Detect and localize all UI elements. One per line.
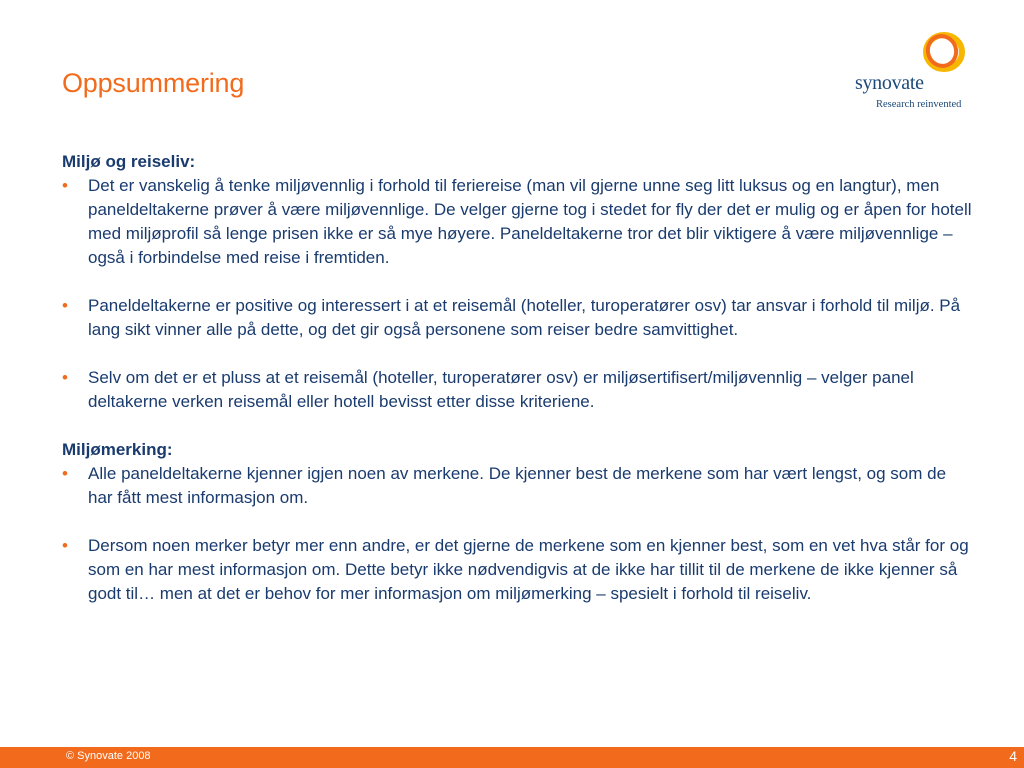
bullet-icon: • [62,536,68,555]
bullet-text: Alle paneldeltakerne kjenner igjen noen av merkene. De kjenner best de merkene som har vært lengst, og som de har fått mest informasjon om. [88,464,947,507]
bullet-text: Det er vanskelig å tenke miljøvennlig i forhold til feriereise (man vil gjerne unne seg litt luksus og en langtur), men paneldeltakerne prøver å være miljøvennlige. De velger gjerne tog i stedet for fly der det er mulig og er åpen for hotell med miljøprofil så lenge prisen ikke er så mye høyere. Paneldeltakerne tror det blir viktigere å være miljøvennlige – også i forbindelse med reise i fremtiden. [88,176,972,267]
bullet-text: Dersom noen merker betyr mer enn andre, er det gjerne de merkene som en kjenner best, som en vet hva står for og som en har mest informasjon om. Dette betyr ikke nødvendigvis at de ikke har tillit til de merkene de ikke kjenner så godt til… men at det er behov for mer informasjon om miljømerking – spesielt i forhold til reiseliv. [88,536,969,603]
section-heading-miljo-reiseliv: Miljø og reiseliv: [62,152,196,171]
bullet-icon: • [62,368,68,387]
list-item [62,366,972,414]
bullet-list-miljo-reiseliv [62,174,972,414]
bullet-icon: • [62,464,68,483]
list-item [62,174,972,270]
slide-content [62,150,972,606]
copyright-text: © Synovate 2008 [66,750,151,762]
footer-bar [0,747,1024,768]
logo-rings-icon [920,30,970,74]
bullet-icon: • [62,296,68,315]
logo-wordmark: synovate [855,72,924,94]
bullet-icon: • [62,176,68,195]
bullet-text: Selv om det er et pluss at et reisemål (hoteller, turoperatører osv) er miljøsertifisert/miljøvennlig – velger panel deltakerne verken reisemål eller hotell bevisst etter disse kriteriene. [88,368,914,411]
list-item [62,294,972,342]
page-number: 4 [1009,748,1017,764]
bullet-list-miljomerking [62,462,972,606]
list-item [62,462,972,510]
list-item [62,534,972,606]
slide-title: Oppsummering [62,68,245,98]
logo-tagline: Research reinvented [876,99,962,110]
bullet-text: Paneldeltakerne er positive og interessert i at et reisemål (hoteller, turoperatører osv) tar ansvar i forhold til miljø. På lang sikt vinner alle på dette, og det gir også personene som reiser bedre samvittighet. [88,296,961,339]
section-heading-miljomerking: Miljømerking: [62,440,173,459]
synovate-logo [852,30,972,120]
